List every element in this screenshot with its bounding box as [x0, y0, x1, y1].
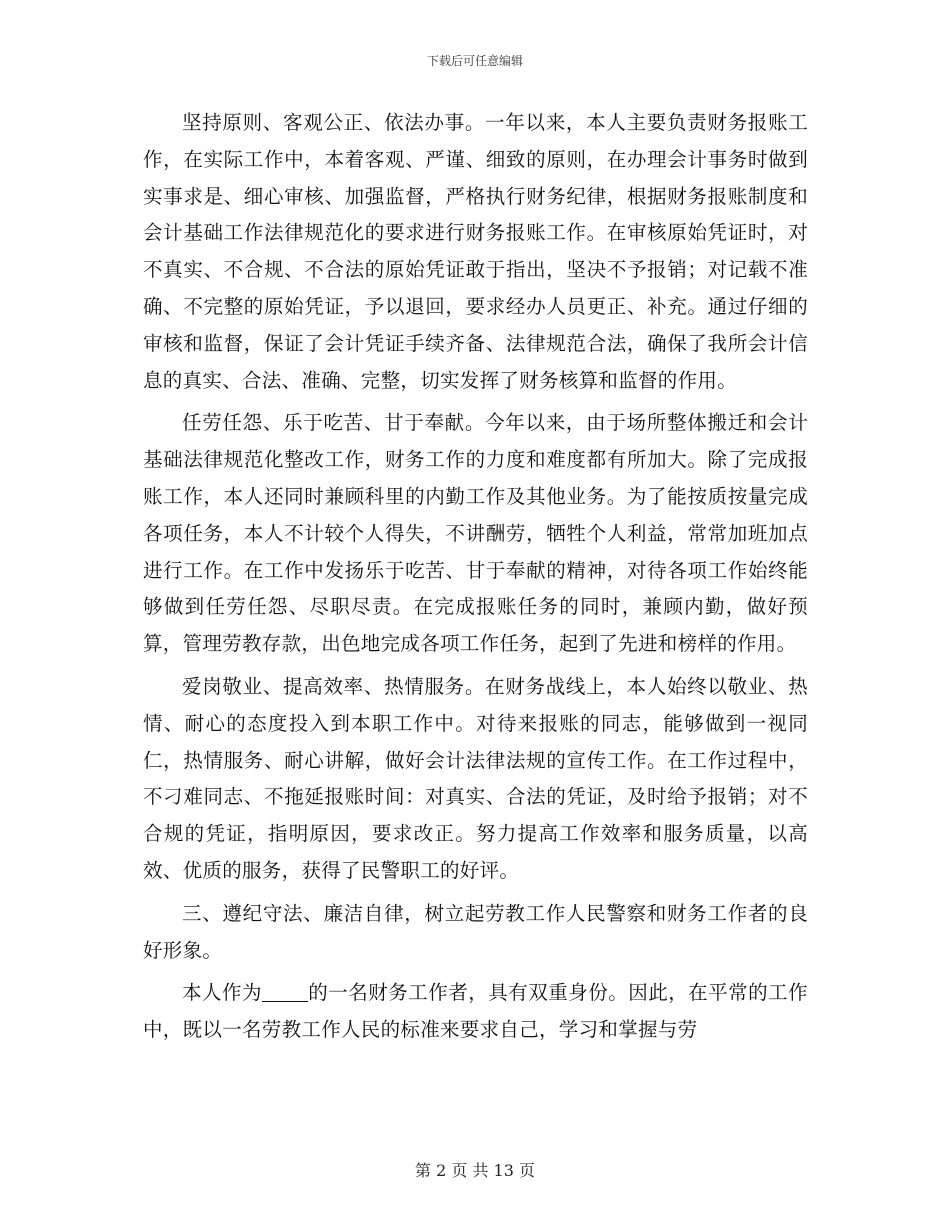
identity-text-end: 的一名财务工作者，具有双重身份。因此，在平常的工作中，既以一名劳教工作人民的标准来要求自己，学习和掌握与劳 — [143, 981, 808, 1042]
paragraph-identity — [143, 975, 808, 1049]
paragraph-principles: 坚持原则、客观公正、依法办事。一年以来，本人主要负责财务报账工作，在实际工作中，本着客观、严谨、细致的原则，在办理会计事务时做到实事求是、细心审核、加强监督，严格执行财务纪律，根据财务报账制度和会计基础工作法律规范化的要求进行财务报账工作。在审核原始凭证时，对不真实、不合规、不合法的原始凭证敢于指出，坚决不予报销；对记载不准确、不完整的原始凭证，予以退回，要求经办人员更正、补充。通过仔细的审核和监督，保证了会计凭证手续齐备、法律规范合法，确保了我所会计信息的真实、合法、准确、完整，切实发挥了财务核算和监督的作用。 — [143, 111, 808, 392]
page-footer: 第 2 页 共 13 页 — [415, 1161, 535, 1180]
document-body — [143, 105, 808, 1055]
paragraph-section-three: 三、遵纪守法、廉洁自律，树立起劳教工作人民警察和财务工作者的良好形象。 — [143, 901, 808, 962]
paragraph-diligence: 任劳任怨、乐于吃苦、甘于奉献。今年以来，由于场所整体搬迁和会计基础法律规范化整改工作，财务工作的力度和难度都有所加大。除了完成报账工作，本人还同时兼顾科里的内勤工作及其他业务。为了能按质按量完成各项任务，本人不计较个人得失，不讲酬劳，牺牲个人利益，常常加班加点进行工作。在工作中发扬乐于吃苦、甘于奉献的精神，对待各项工作始终能够做到任劳任怨、尽职尽责。在完成报账任务的同时，兼顾内勤，做好预算，管理劳教存款，出色地完成各项工作任务，起到了先进和榜样的作用。 — [143, 411, 808, 656]
page-header: 下载后可任意编辑 — [426, 54, 523, 68]
paragraph-dedication: 爱岗敬业、提高效率、热情服务。在财务战线上，本人始终以敬业、热情、耐心的态度投入到本职工作中。对待来报账的同志，能够做到一视同仁，热情服务、耐心讲解，做好会计法律法规的宣传工作。在工作过程中，不刁难同志、不拖延报账时间：对真实、合法的凭证，及时给予报销；对不合规的凭证，指明原因，要求改正。努力提高工作效率和服务质量，以高效、优质的服务，获得了民警职工的好评。 — [143, 674, 808, 882]
fill-in-blank — [262, 983, 308, 1002]
identity-text-start: 本人作为 — [182, 981, 262, 1005]
